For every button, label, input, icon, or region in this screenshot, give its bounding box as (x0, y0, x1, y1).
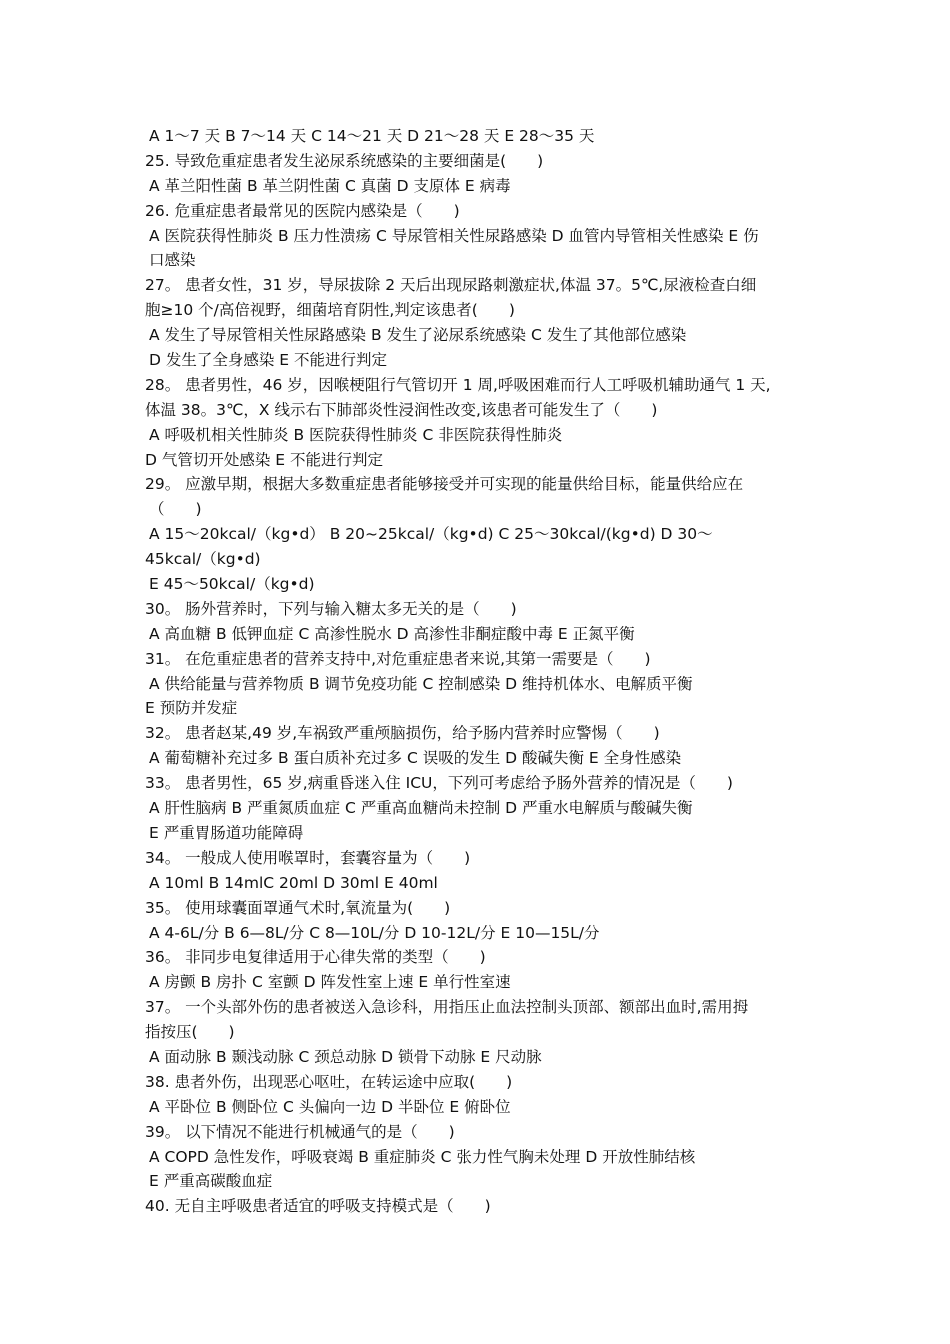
answer-options-line: A 高血糖 B 低钾血症 C 高渗性脱水 D 高渗性非酮症酸中毒 E 正氮平衡 (149, 624, 635, 643)
answer-options-line: A 4-6L/分 B 6—8L/分 C 8—10L/分 D 10-12L/分 E 10—15L/分 (149, 923, 600, 942)
answer-options-line: 口感染 (149, 251, 196, 270)
question-text-line: 31。 在危重症患者的营养支持中,对危重症患者来说,其第一需要是（ ) (145, 649, 651, 668)
question-text-line: 32。 患者赵某,49 岁,车祸致严重颅脑损伤，给予肠内营养时应警惕（ ) (145, 724, 660, 743)
answer-options-line: A 15～20kcal/（kg•d） B 20~25kcal/（kg•d) C 25～30kcal/(kg•d) D 30～ (149, 525, 713, 544)
answer-options-line: A 肝性脑病 B 严重氮质血症 C 严重高血糖尚未控制 D 严重水电解质与酸碱失衡 (149, 799, 693, 818)
question-text-line: 34。 一般成人使用喉罩时，套囊容量为（ ) (145, 848, 471, 867)
question-text-line: 30。 肠外营养时，下列与输入糖太多无关的是（ ) (145, 599, 517, 618)
question-text-line: 38. 患者外伤，出现恶心呕吐，在转运途中应取( ) (145, 1072, 513, 1091)
question-text-line: 胞≥10 个/高倍视野，细菌培育阴性,判定该患者( ) (145, 301, 515, 320)
answer-options-line: A COPD 急性发作，呼吸衰竭 B 重症肺炎 C 张力性气胸未处理 D 开放性肺结核 (149, 1147, 696, 1166)
answer-options-line: E 45～50kcal/（kg•d) (149, 575, 315, 594)
answer-options-line: D 发生了全身感染 E 不能进行判定 (149, 351, 388, 370)
question-text-line: 指按压( ) (145, 1023, 235, 1042)
question-text-line: 45kcal/（kg•d) (145, 550, 261, 569)
answer-options-line: A 供给能量与营养物质 B 调节免疫功能 C 控制感染 D 维持机体水、电解质平衡 (149, 674, 693, 693)
answer-options-line: A 葡萄糖补充过多 B 蛋白质补充过多 C 误吸的发生 D 酸碱失衡 E 全身性感染 (149, 749, 682, 768)
answer-options-line: A 面动脉 B 颞浅动脉 C 颈总动脉 D 锁骨下动脉 E 尺动脉 (149, 1047, 542, 1066)
question-text-line: 26. 危重症患者最常见的医院内感染是（ ) (145, 201, 460, 220)
question-text-line: 25. 导致危重症患者发生泌尿系统感染的主要细菌是( ) (145, 151, 544, 170)
question-text-line: 35。 使用球囊面罩通气术时,氧流量为( ) (145, 898, 451, 917)
answer-options-line: E 严重胃肠道功能障碍 (149, 823, 304, 842)
answer-options-line: （ ) (149, 500, 202, 519)
question-text-line: 29。 应激早期，根据大多数重症患者能够接受并可实现的能量供给目标，能量供给应在 (145, 475, 744, 494)
answer-options-line: E 严重高碳酸血症 (149, 1172, 273, 1191)
question-text-line: D 气管切开处感染 E 不能进行判定 (145, 450, 384, 469)
question-text-line: 27。 患者女性，31 岁，导尿拔除 2 天后出现尿路刺激症状,体温 37。5℃,尿液检查白细 (145, 276, 757, 295)
question-text-line: 36。 非同步电复律适用于心律失常的类型（ ) (145, 948, 486, 967)
answer-options-line: A 平卧位 B 侧卧位 C 头偏向一边 D 半卧位 E 俯卧位 (149, 1097, 511, 1116)
question-text-line: 37。 一个头部外伤的患者被送入急诊科，用指压止血法控制头顶部、额部出血时,需用拇 (145, 998, 749, 1017)
answer-options-line: A 10ml B 14mlC 20ml D 30ml E 40ml (149, 873, 438, 892)
question-text-line: 40. 无自主呼吸患者适宜的呼吸支持模式是（ ) (145, 1197, 491, 1216)
question-text-line: 体温 38。3℃，X 线示右下肺部炎性浸润性改变,该患者可能发生了（ ) (145, 400, 658, 419)
answer-options-line: A 房颤 B 房扑 C 室颤 D 阵发性室上速 E 单行性室速 (149, 973, 511, 992)
question-text-line: E 预防并发症 (145, 699, 238, 718)
answer-options-line: A 发生了导尿管相关性尿路感染 B 发生了泌尿系统感染 C 发生了其他部位感染 (149, 326, 687, 345)
question-text-line: 33。 患者男性，65 岁,病重昏迷入住 ICU，下列可考虑给予肠外营养的情况是（ ) (145, 774, 733, 793)
question-text-line: 39。 以下情况不能进行机械通气的是（ ) (145, 1122, 455, 1141)
answer-options-line: A 医院获得性肺炎 B 压力性溃疡 C 导尿管相关性尿路感染 D 血管内导管相关性感染 E 伤 (149, 226, 759, 245)
answer-options-line: A 1～7 天 B 7～14 天 C 14～21 天 D 21～28 天 E 28～35 天 (149, 127, 595, 145)
question-text-line: 28。 患者男性，46 岁，因喉梗阻行气管切开 1 周,呼吸困难而行人工呼吸机辅助通气 1 天, (145, 375, 771, 394)
answer-options-line: A 革兰阳性菌 B 革兰阴性菌 C 真菌 D 支原体 E 病毒 (149, 176, 511, 195)
answer-options-line: A 呼吸机相关性肺炎 B 医院获得性肺炎 C 非医院获得性肺炎 (149, 425, 563, 444)
